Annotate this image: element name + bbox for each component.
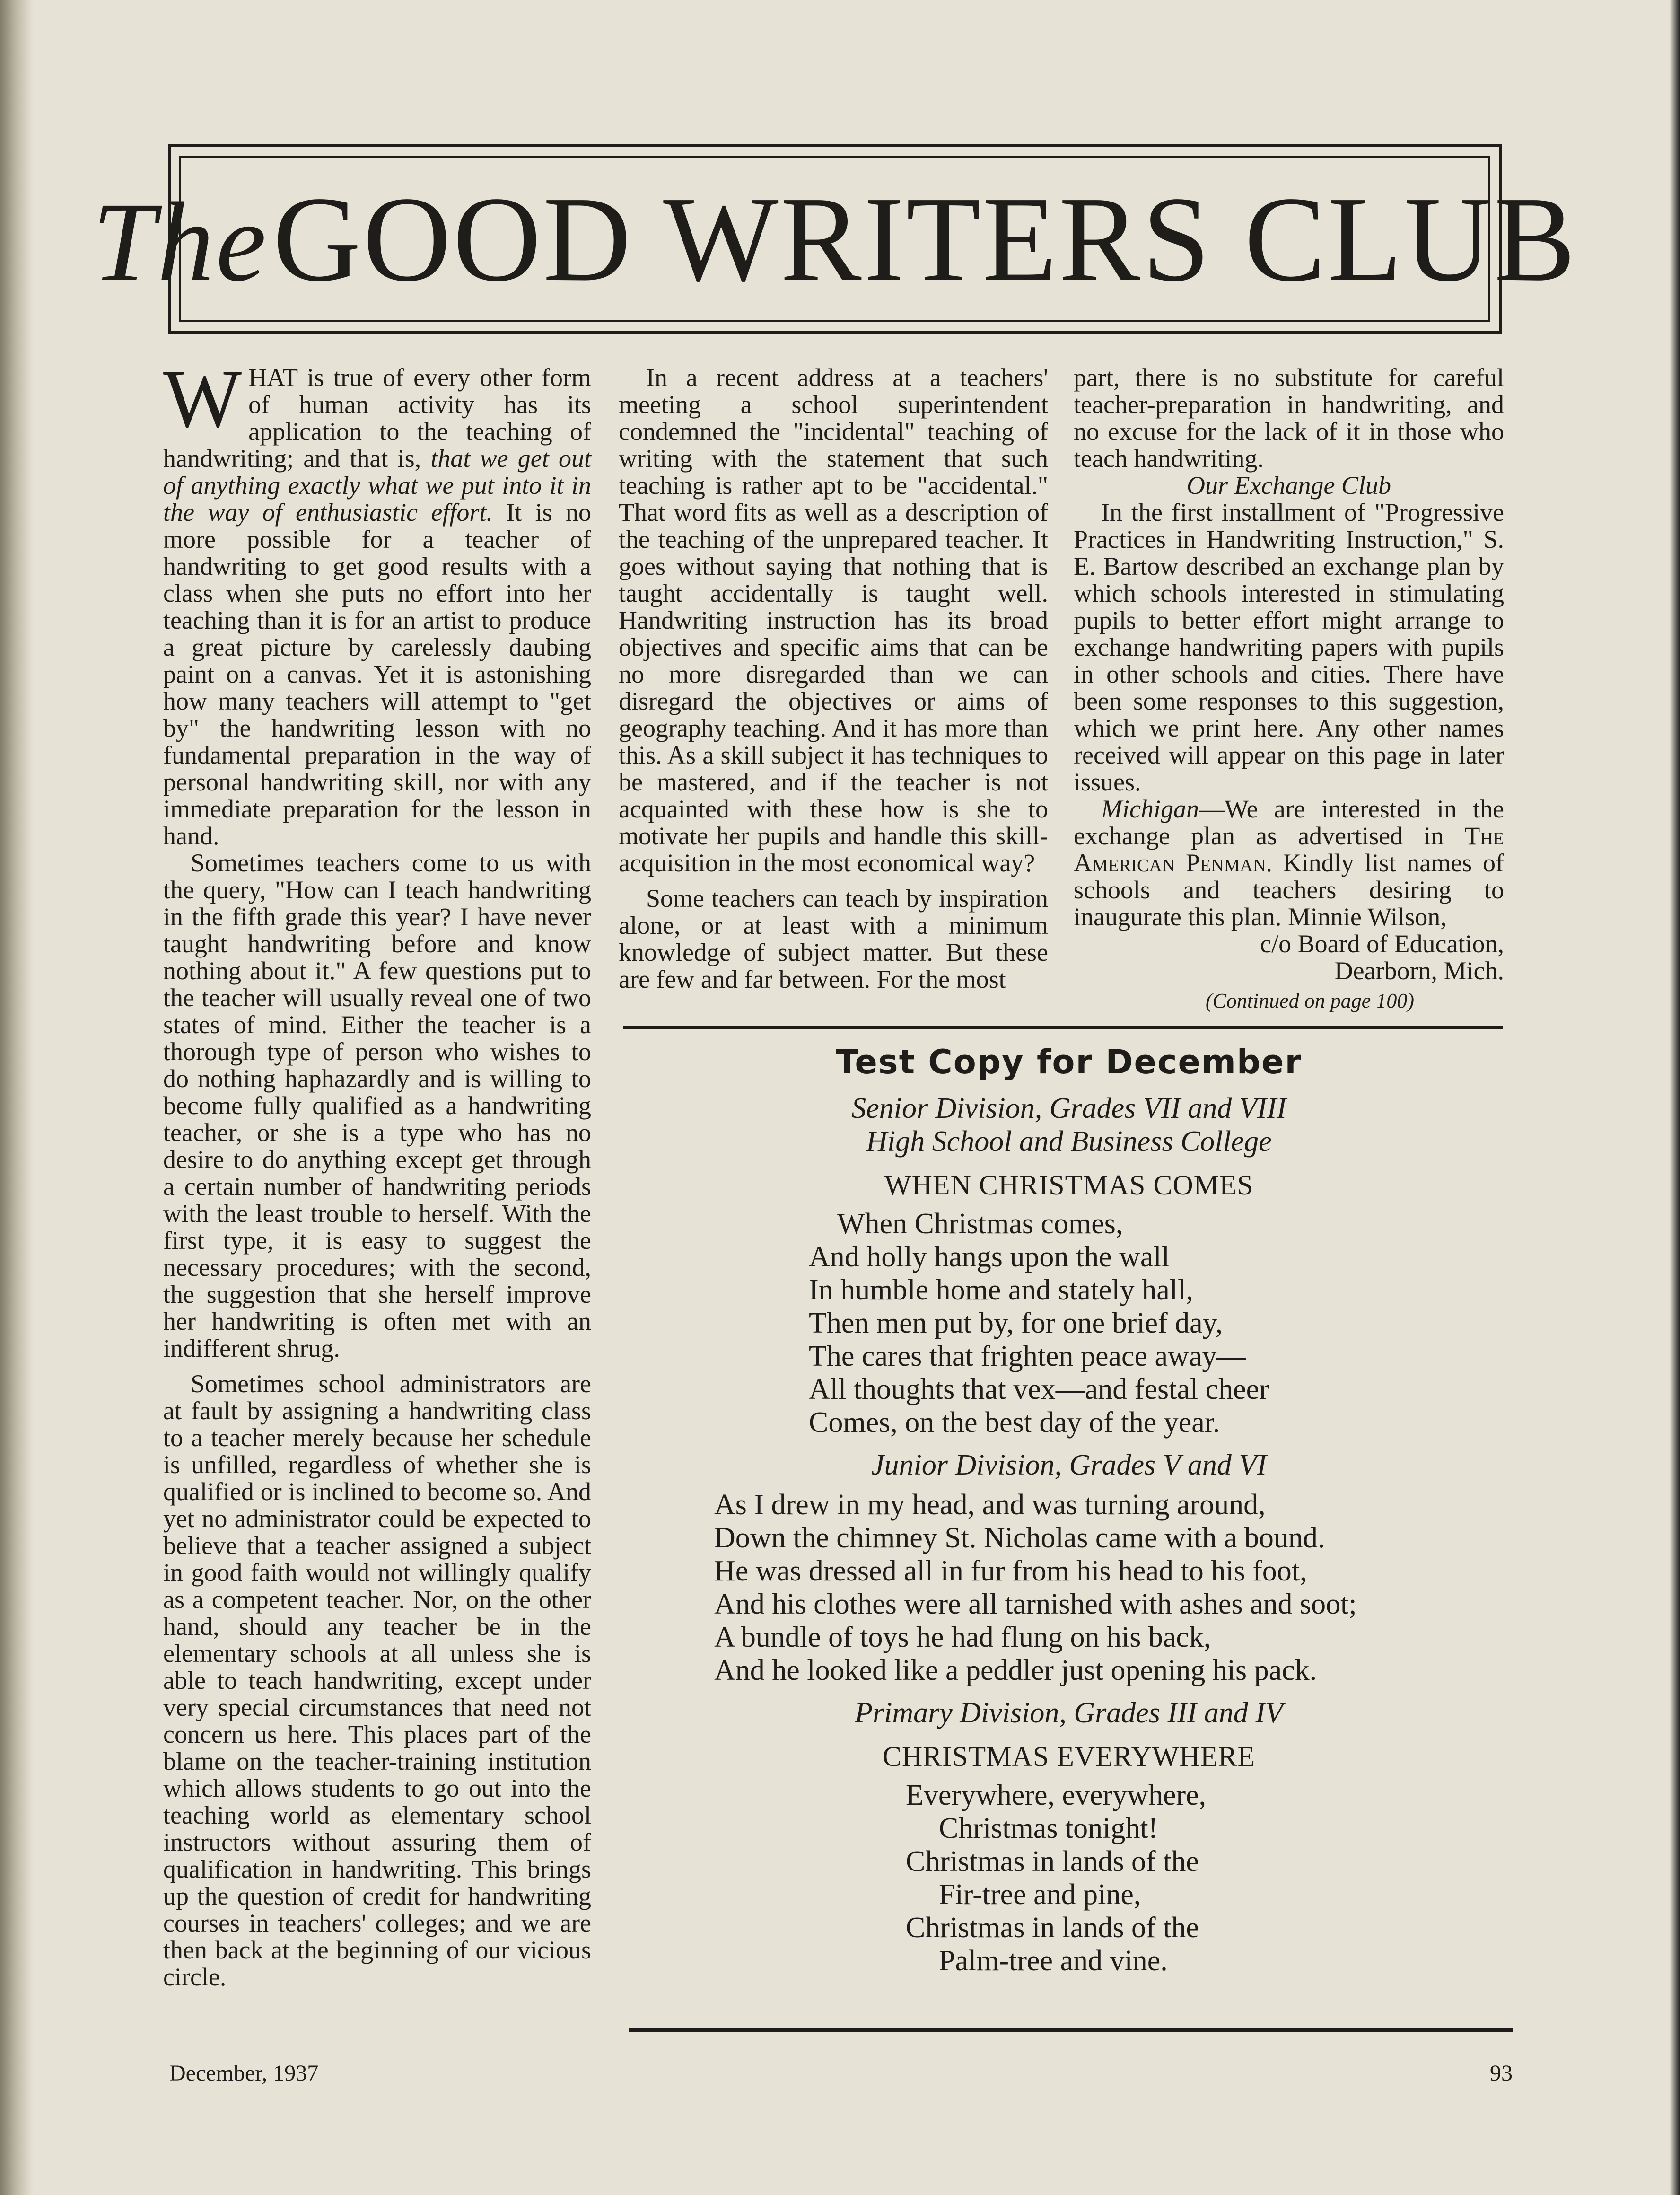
drop-cap: W <box>163 353 242 445</box>
poem-line: He was dressed all in fur from his head to his foot, <box>714 1555 1307 1587</box>
masthead-inner-frame <box>92 156 1577 322</box>
masthead-frame <box>92 144 1577 334</box>
footer-page-number: 93 <box>1490 2061 1513 2086</box>
american-penman-name: The American Penman. <box>1074 822 1504 877</box>
poem-line: Comes, on the best day of the year. <box>809 1406 1220 1439</box>
senior-division-heading: Senior Division, Grades VII and VIII <box>851 1092 1286 1124</box>
signer-address-1: c/o Board of Education, <box>1260 930 1504 958</box>
article-column-2 <box>619 364 1048 993</box>
col2-paragraph-1: In a recent address at a teachers' meeting a school superintendent condemned the "incidental" teaching of writing with the statement that such teaching is rather apt to be "accidental." That word fits as well as a description of the teaching of the unprepared teacher. It goes without saying that nothing that is taught accidentally is taught well. Handwriting instruction has its broad objectives and specific aims that can be no more disregarded than we can disregard the objectives or aims of geography teaching. And it has more than this. As a skill subject it has techniques to be mastered, and if the teacher is not acquainted with these how is she to motivate her pupils and handle this skill-acquisition in the most economical way? <box>619 363 1048 877</box>
col1-p1-rest: It is no more possible for a teacher of handwriting to get good results with a class when she puts no effort into her teaching than it is for an artist to produce a great picture by carelessly daubing paint on a canvas. Yet it is astonishing how many teachers will attempt to "get by" the handwriting lesson with no fundamental preparation in the way of personal handwriting skill, nor with any immediate preparation for the lesson in hand. <box>163 498 591 850</box>
senior-poem-title: WHEN CHRISTMAS COMES <box>884 1169 1254 1201</box>
test-copy-bottom-rule <box>629 2028 1513 2032</box>
poem-line: Christmas tonight! <box>939 1812 1158 1844</box>
michigan-label: Michigan <box>1101 795 1199 823</box>
high-school-heading: High School and Business College <box>866 1125 1272 1158</box>
poem-line: And his clothes were all tarnished with ashes and soot; <box>714 1588 1357 1620</box>
signer-name: Minnie Wilson, <box>1287 903 1447 931</box>
poem-line: Fir-tree and pine, <box>939 1879 1141 1911</box>
article-column-3 <box>1074 364 1504 1014</box>
col1-paragraph-2: Sometimes teachers come to us with the query, "How can I teach handwriting in the fifth grade this year? I have never taught handwriting before and know nothing about it." A few questions put to the teacher will usually reveal one of two states of mind. Either the teacher is a thorough type of person who wishes to do nothing haphazardly and is willing to become fully qualified as a handwriting teacher, or she is a type who has no desire to do anything except get through a certain number of handwriting periods with the least trouble to herself. With the first type, it is easy to suggest the necessary procedures; with the second, the suggestion that she herself improve her handwriting is often met with an indifferent shrug. <box>163 849 591 1362</box>
col3-paragraph-1: part, there is no substitute for careful teacher-preparation in handwriting, and no excuse for the lack of it in those who teach handwriting. <box>1074 363 1504 473</box>
junior-poem <box>714 1488 1509 1687</box>
poem-line: A bundle of toys he had flung on his back, <box>714 1621 1211 1653</box>
col1-p1-italic: that we get out of anything exactly what we put into it in the way of enthusiastic effort. <box>163 444 591 527</box>
primary-poem-title: CHRISTMAS EVERYWHERE <box>882 1741 1256 1772</box>
book-spine-shadow <box>0 0 33 2195</box>
poem-line: And holly hangs upon the wall <box>809 1241 1170 1273</box>
page-edge-shadow <box>1670 0 1680 2195</box>
poem-line: And he looked like a peddler just opening his pack. <box>714 1654 1317 1686</box>
primary-division-heading: Primary Division, Grades III and IV <box>855 1697 1283 1729</box>
senior-poem <box>809 1207 1509 1439</box>
poem-line: In humble home and stately hall, <box>809 1274 1193 1306</box>
col3-p3-text: —We are interested in the exchange plan as advertised in <box>1074 795 1504 850</box>
poem-line: As I drew in my head, and was turning around, <box>714 1489 1266 1521</box>
poem-line: Palm-tree and vine. <box>939 1945 1168 1977</box>
signer-address-2: Dearborn, Mich. <box>1334 957 1504 985</box>
masthead-club-name: GOOD WRITERS CLUB <box>273 171 1577 307</box>
footer-date: December, 1937 <box>169 2061 319 2086</box>
exchange-club-subhead: Our Exchange Club <box>1187 471 1391 500</box>
poem-line: Everywhere, everywhere, <box>906 1779 1207 1811</box>
poem-line: Christmas in lands of the <box>906 1912 1199 1944</box>
test-copy-top-rule <box>623 1026 1503 1029</box>
poem-line: The cares that frighten peace away— <box>809 1340 1246 1372</box>
poem-line: Christmas in lands of the <box>906 1845 1199 1878</box>
masthead-the: The <box>92 179 269 305</box>
col3-p3-rest: Kindly list names of schools and teachers desiring to inaugurate this plan. <box>1074 849 1504 931</box>
article-column-1 <box>163 353 591 1991</box>
col2-paragraph-2: Some teachers can teach by inspiration alone, or at least with a minimum knowledge of subject matter. But these are few and far between. For the most <box>619 884 1048 993</box>
col1-paragraph-3: Sometimes school administrators are at fault by assigning a handwriting class to a teacher merely because her schedule is unfilled, regardless of whether she is qualified or is inclined to become so. And yet no administrator could be expected to believe that a teacher assigned a subject in good faith would not willingly qualify as a competent teacher. Nor, on the other hand, should any teacher be in the elementary schools at all unless she is able to teach handwriting, except under very special circumstances that need not concern us here. This places part of the blame on the teacher-training institution which allows students to go out into the teaching world as elementary school instructors without assuring them of qualification in handwriting. This brings up the question of credit for handwriting courses in teachers' colleges; and we are then back at the beginning of our vicious circle. <box>163 1370 591 1991</box>
col1-p1-lead: HAT is true of every other form of human activity has its application to the teaching of handwriting; and that is, <box>163 363 591 473</box>
test-copy-title: Test Copy for December <box>835 1043 1303 1081</box>
primary-poem <box>906 1779 1509 1977</box>
continued-note: (Continued on page 100) <box>1205 989 1414 1012</box>
test-copy-section <box>629 1045 1509 1977</box>
poem-line: Then men put by, for one brief day, <box>809 1307 1223 1339</box>
poem-line: Down the chimney St. Nicholas came with a bound. <box>714 1522 1325 1554</box>
col3-paragraph-2: In the first installment of "Progressive Practices in Handwriting Instruction," S. E. Bartow described an exchange plan by which schools interested in stimulating pupils to better effort might arrange to exchange handwriting papers with pupils in other schools and cities. There have been some responses to this suggestion, which we print here. Any other names received will appear on this page in later issues. <box>1074 498 1504 796</box>
poem-line: When Christmas comes, <box>837 1208 1123 1240</box>
poem-line: All thoughts that vex—and festal cheer <box>809 1373 1269 1405</box>
masthead-title <box>92 171 1577 307</box>
col3-paragraph-3 <box>1074 796 1504 931</box>
junior-division-heading: Junior Division, Grades V and VI <box>871 1449 1267 1481</box>
col1-paragraph-1 <box>163 353 591 850</box>
